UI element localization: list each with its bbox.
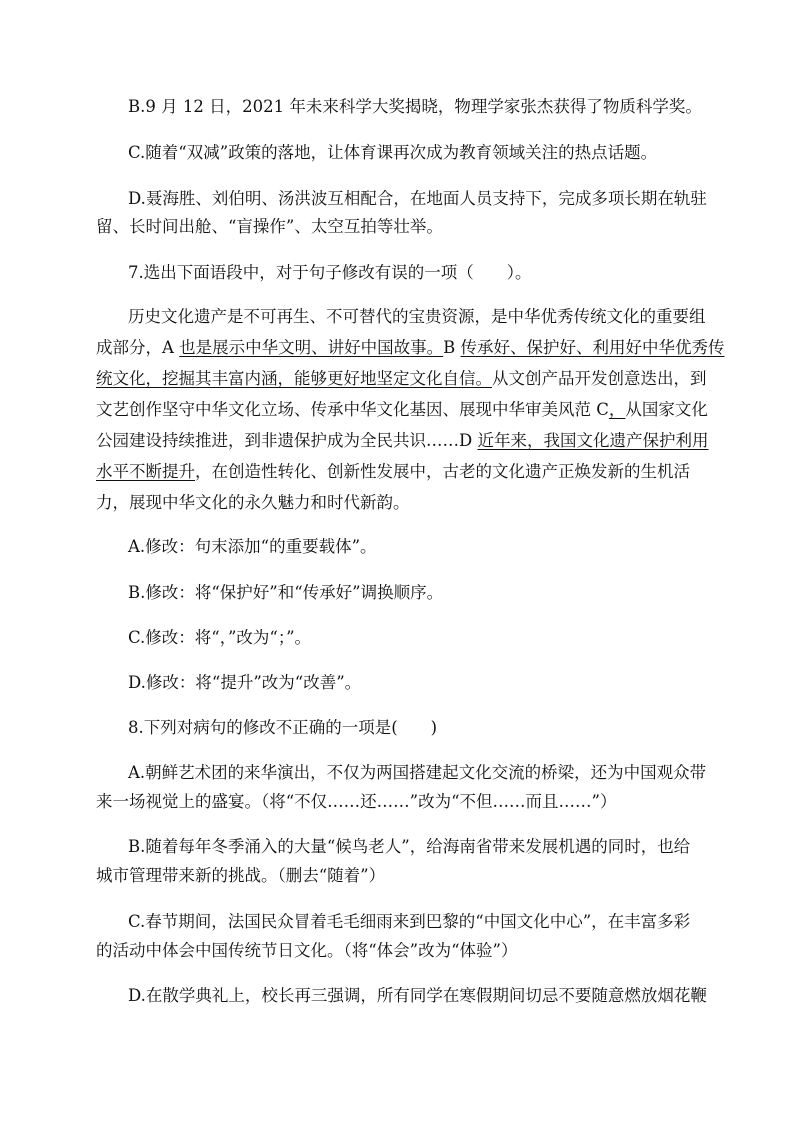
q7-passage-line2 [96, 337, 725, 359]
underlined-comma-c: ， [608, 400, 626, 419]
q8-option-a-line1: A.朝鲜艺术团的来华演出，不仅为两国搭建起文化交流的桥梁，还为中国观众带 [128, 763, 707, 782]
underlined-sentence-d: 近年来，我国文化遗产保护利用 [477, 431, 709, 450]
q7-option-a: A.修改：句末添加“的重要载体”。 [128, 537, 377, 556]
q6-option-c: C.随着“双减”政策的落地，让体育课再次成为教育领域关注的热点话题。 [128, 143, 658, 162]
q6-option-d-line2: 留、长时间出舱、“盲操作”、太空互拍等壮举。 [96, 217, 443, 236]
q7-passage-line7: 力，展现中华文化的永久魅力和时代新韵。 [96, 493, 410, 512]
underlined-sentence-b-cont: 统文化，挖掘其丰富内涵，能够更好地坚定文化自信。 [96, 369, 492, 388]
passage-text: 成部分，A [96, 338, 180, 357]
underlined-sentence-b: 传承好、保护好、利用好中华优秀传 [460, 338, 725, 357]
q8-option-d-line1: D.在散学典礼上，校长再三强调，所有同学在寒假期间切忌不要随意燃放烟花鞭 [128, 986, 707, 1005]
q7-stem: 7.选出下面语段中，对于句子修改有误的一项（ ）。 [128, 263, 532, 282]
q8-option-b-line2: 城市管理带来新的挑战。（删去“随着”） [96, 866, 386, 885]
q7-passage-line6 [96, 461, 690, 483]
q6-option-b: B.9 月 12 日，2021 年未来科学大奖揭晓，物理学家张杰获得了物质科学奖。 [128, 97, 702, 116]
q6-option-d-line1: D.聂海胜、刘伯明、汤洪波互相配合，在地面人员支持下，完成多项长期在轨驻 [128, 189, 707, 208]
passage-text: B [443, 338, 461, 357]
passage-text: ，在创造性转化、创新性发展中，古老的文化遗产正焕发新的生机活 [195, 462, 690, 481]
underlined-sentence-a: 也是展示中华文明、讲好中国故事。 [179, 338, 444, 357]
q7-option-b: B.修改：将“保护好”和“传承好”调换顺序。 [128, 583, 444, 602]
q7-option-d: D.修改：将“提升”改为“改善”。 [128, 673, 362, 692]
q8-option-c-line1: C.春节期间，法国民众冒着毛毛细雨来到巴黎的“中国文化中心”，在丰富多彩 [128, 912, 691, 931]
passage-text: 公园建设持续推进，到非遗保护成为全民共识……D [96, 431, 478, 450]
passage-text: 从文创产品开发创意迭出，到 [492, 369, 707, 388]
q8-option-b-line1: B.随着每年冬季涌入的大量“候鸟老人”，给海南省带来发展机遇的同时，也给 [128, 837, 691, 856]
passage-text: 文艺创作坚守中华文化立场、传承中华文化基因、展现中华审美风范 C [96, 400, 609, 419]
q7-passage-line1: 历史文化遗产是不可再生、不可替代的宝贵资源，是中华优秀传统文化的重要组 [128, 307, 706, 326]
q7-passage-line5 [96, 430, 708, 452]
q7-passage-line4 [96, 399, 708, 421]
q8-option-a-line2: 来一场视觉上的盛宴。（将“不仅……还……”改为“不但……而且……”） [96, 792, 617, 811]
q8-stem: 8.下列对病句的修改不正确的一项是( ) [128, 718, 438, 737]
q8-option-c-line2: 的活动中体会中国传统节日文化。（将“体会”改为“体验”） [96, 941, 518, 960]
q7-passage-line3 [96, 368, 707, 390]
passage-text: 从国家文化 [625, 400, 708, 419]
q7-option-c: C.修改：将“，”改为“；”。 [128, 628, 312, 647]
underlined-sentence-d-cont: 水平不断提升 [96, 462, 195, 481]
